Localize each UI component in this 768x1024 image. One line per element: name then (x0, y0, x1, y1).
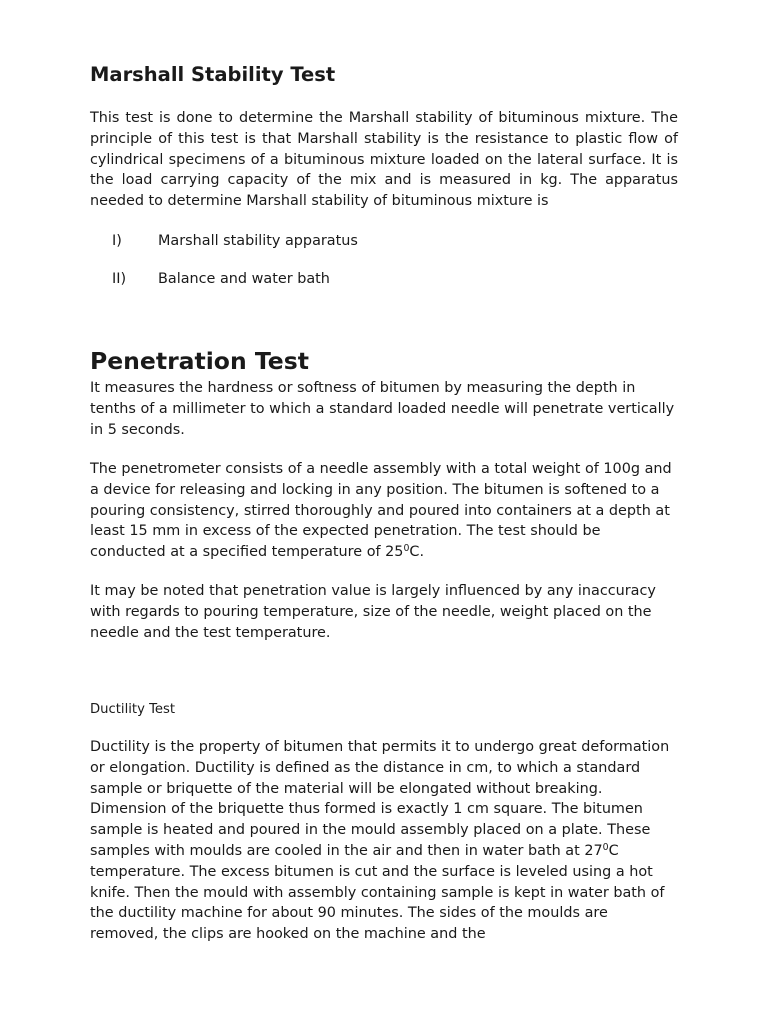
degree-superscript: 0 (403, 543, 410, 555)
marshall-intro-paragraph: This test is done to determine the Marshall stability of bituminous mixture. The principle of this test is that Marshall stability is the resistance to plastic flow of cylindrical specimens of a bituminous mixture loaded on the lateral surface. It is the load carrying capacity of the mix and is measured in kg. The apparatus needed to determine Marshall stability of bituminous mixture is (90, 110, 678, 210)
penetration-heading: Penetration Test (90, 347, 309, 375)
list-item-text: Marshall stability apparatus (158, 233, 358, 249)
penetration-p2-text: The penetrometer consists of a needle assembly with a total weight of 100g and a device for releasing and locking in any position. The bitumen is softened to a pouring consistency, stirred thoroughly and poured into containers at a depth at least 15 mm in excess of the expected penetration. The test should be conducted at a specified temperature of 25 (90, 461, 672, 561)
penetration-paragraph-3: It may be noted that penetration value is largely influenced by any inaccuracy with regards to pouring temperature, size of the needle, weight placed on the needle and the test temperature. (90, 583, 656, 641)
penetration-paragraph-2 (90, 459, 678, 563)
ductility-p1-text: Ductility is the property of bitumen that permits it to undergo great deformation or elongation. Ductility is defined as the distance in cm, to which a standard sample or briquette of the material will be elongated without breaking. Dimension of the briquette thus formed is exactly 1 cm square. The bitumen sample is heated and poured in the mould assembly placed on a plate. These samples with moulds are cooled in the air and then in water bath at 27 (90, 739, 670, 859)
ductility-p1-tail: C temperature. The excess bitumen is cut and the surface is leveled using a hot knife. Then the mould with assembly containing sample is kept in water bath of the ductility machine for about 90 minutes. The sides of the moulds are removed, the clips are hooked on the machine and the (90, 842, 665, 943)
list-item-number: I) (112, 233, 122, 249)
degree-superscript: 0 (602, 841, 609, 853)
penetration-paragraph-1: It measures the hardness or softness of bitumen by measuring the depth in tenths of a millimeter to which a standard loaded needle will penetrate vertically in 5 seconds. (90, 380, 675, 438)
ductility-heading: Ductility Test (90, 702, 176, 717)
marshall-heading: Marshall Stability Test (90, 63, 336, 86)
ductility-paragraph-1 (90, 737, 678, 945)
list-item-text: Balance and water bath (158, 271, 330, 287)
penetration-p2-tail: C. (409, 544, 425, 561)
list-item-number: II) (112, 271, 127, 287)
